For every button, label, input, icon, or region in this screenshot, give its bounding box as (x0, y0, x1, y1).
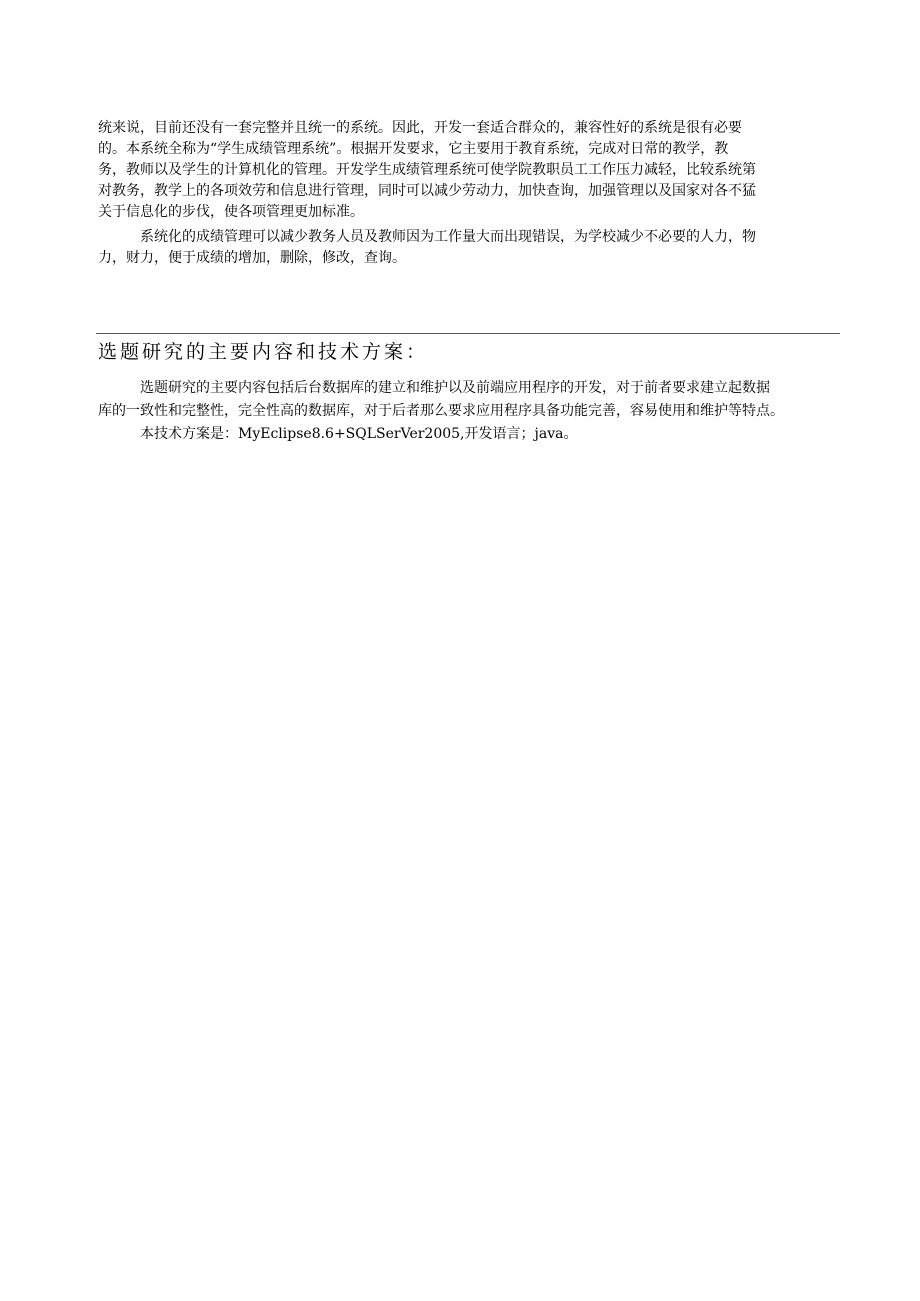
intro-paragraph-1 (98, 118, 842, 223)
text-line: 统来说，目前还没有一套完整并且统一的系统。因此，开发一套适合群众的，兼容性好的系统是很有必要 (98, 120, 742, 136)
text-line: 关于信息化的步伐，使各项管理更加标准。 (98, 204, 364, 220)
text-line: 选题研究的主要内容包括后台数据库的建立和维护以及前端应用程序的开发，对于前者要求建立起数据 (140, 380, 770, 396)
research-paragraph-2 (98, 423, 842, 446)
text-line: 系统化的成绩管理可以减少教务人员及教师因为工作量大而出现错误，为学校减少不必要的人力，物 (140, 229, 756, 245)
section-heading: 选题研究的主要内容和技术方案： (98, 341, 429, 363)
text-line: 力，财力，便于成绩的增加，删除，修改，查询。 (98, 250, 406, 266)
text-line: 对教务，教学上的各项效劳和信息进行管理，同时可以减少劳动力，加快查询，加强管理以及国家对各不猛 (98, 183, 756, 199)
text-line: 务，教师以及学生的计算机化的管理。开发学生成绩管理系统可使学院教职员工工作压力减轻，比较系统第 (98, 162, 756, 178)
research-paragraph-1 (98, 377, 842, 423)
section-divider (96, 333, 840, 334)
text-line: 本技术方案是：MyEclipse8.6+SQLSerVer2005,开发语言；java。 (140, 426, 578, 442)
text-line: 库的一致性和完整性，完全性高的数据库，对于后者那么要求应用程序具备功能完善，容易使用和维护等特点。 (98, 403, 784, 419)
research-content-section (98, 377, 842, 446)
intro-paragraph-2 (98, 227, 842, 269)
intro-section (98, 118, 842, 269)
text-line: 的。本系统全称为“学生成绩管理系统”。根据开发要求，它主要用于教育系统，完成对日常的教学，教 (98, 141, 729, 157)
